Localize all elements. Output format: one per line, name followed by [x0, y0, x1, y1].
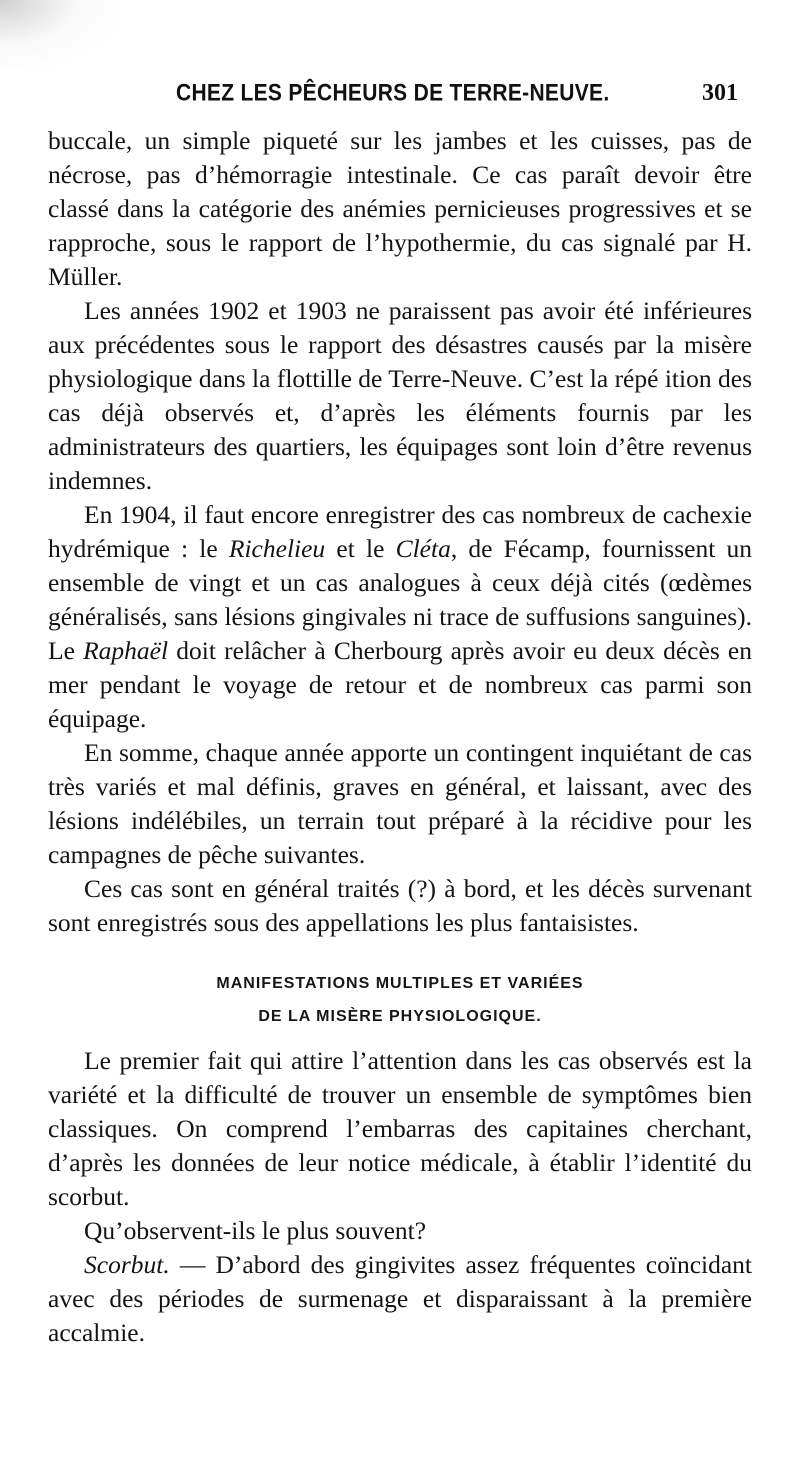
- text-segment: — D’abord des gingivites assez fréquentes coïncidant avec des périodes de surmenage et disparaissant à la première accalmie.: [48, 1250, 752, 1347]
- page-corner-shading: [0, 0, 120, 70]
- body-text-top: [48, 124, 752, 940]
- paragraph-2: [48, 294, 752, 498]
- page-number: 301: [702, 80, 738, 106]
- page-header: [48, 80, 738, 114]
- body-text-bottom: [48, 1044, 752, 1350]
- text-segment: Qu’observent-ils le plus souvent?: [84, 1216, 427, 1245]
- text-segment: Ces cas sont en général traités (?) à bord, et les décès survenant sont enregistrés sous des appellations les plus fantaisistes.: [48, 874, 752, 937]
- text-segment: buccale, un simple piqueté sur les jambes et les cuisses, pas de nécrose, pas d’hémorragie intestinale. Ce cas paraît devoir être classé dans la catégorie des anémies pernicieuses progressives et se rapproche, sous le rapport de l’hypothermie, du cas signalé par H. Müller.: [48, 126, 752, 291]
- text-segment: En somme, chaque année apporte un contingent inquiétant de cas très variés et mal définis, graves en général, et laissant, avec des lésions indélébiles, un terrain tout préparé à la récidive pour les campagnes de pêche suivantes.: [48, 738, 752, 869]
- paragraph-8: [48, 1248, 752, 1350]
- running-head: CHEZ LES PÊCHEURS DE TERRE-NEUVE.: [176, 80, 610, 107]
- text-segment: Les années 1902 et 1903 ne paraissent pas avoir été inférieures aux précédentes sous le rapport des désastres causés par la misère physiologique dans la flottille de Terre-Neuve. C’est la répé ition des cas déjà observés et, d’après les éléments fournis par les administrateurs des quartiers, les équipages sont loin d’être revenus indemnes.: [48, 296, 752, 495]
- text-segment: doit relâcher à Cherbourg après avoir eu deux décès en mer pendant le voyage de retour et de nombreux cas parmi son équipage.: [48, 636, 752, 733]
- paragraph-5: [48, 872, 752, 940]
- paragraph-1: [48, 124, 752, 294]
- ship-name-richelieu: Richelieu: [228, 534, 326, 563]
- text-segment: , de Fécamp, fournissent un ensemble de vingt et un cas analogues à ceux déjà cités (œdèmes généralisés, sans lésions gingivales ni trace de suffusions sanguines). Le: [48, 534, 752, 665]
- text-segment: et le: [325, 534, 396, 563]
- section-heading-line-1: MANIFESTATIONS MULTIPLES ET VARIÉES: [216, 975, 584, 992]
- text-segment: Le premier fait qui attire l’attention dans les cas observés est la variété et la difficulté de trouver un ensemble de symptômes bien classiques. On comprend l’embarras des capitaines cherchant, d’après les données de leur notice médicale, à établir l’identité du scorbut.: [48, 1046, 752, 1211]
- paragraph-4: [48, 736, 752, 872]
- ship-name-raphael: Raphaël: [83, 636, 169, 665]
- subheading-scorbut: Scorbut.: [84, 1250, 170, 1279]
- paragraph-3: [48, 498, 752, 736]
- ship-name-cleta: Cléta: [395, 534, 451, 563]
- paragraph-6: [48, 1044, 752, 1214]
- paragraph-7: [48, 1214, 752, 1248]
- section-heading-line-2: DE LA MISÈRE PHYSIOLOGIQUE.: [258, 1008, 542, 1025]
- text-segment: En 1904, il faut encore enregistrer des cas nombreux de cachexie hydrémique : le: [48, 500, 752, 563]
